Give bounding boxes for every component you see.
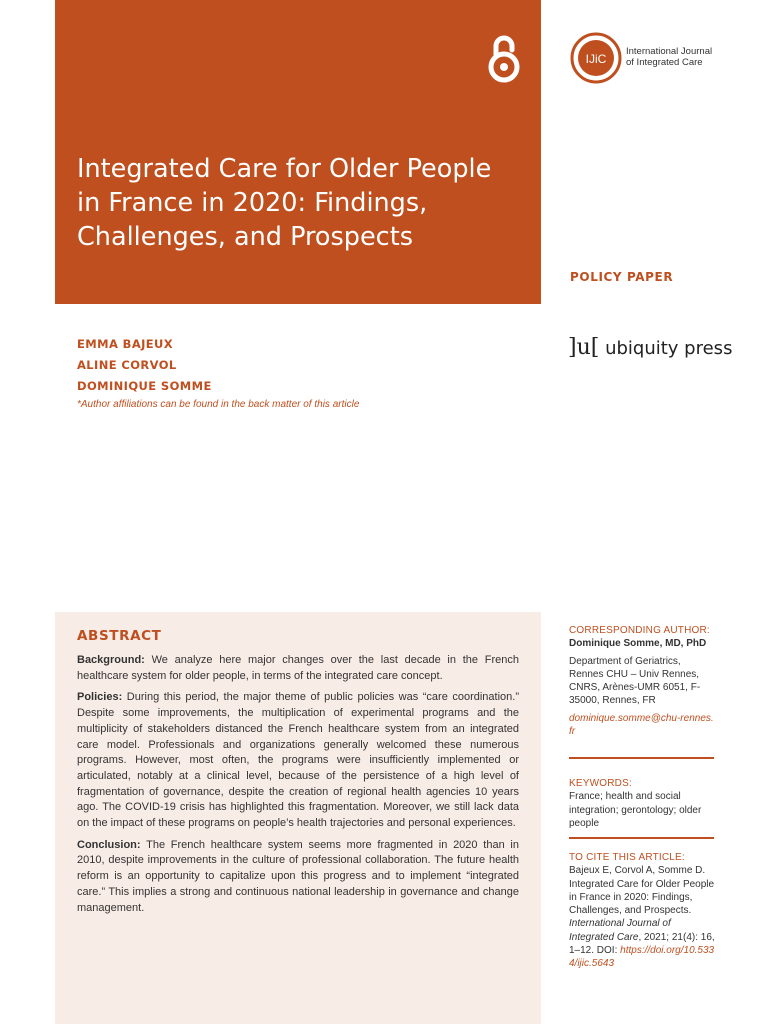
background-text: We analyze here major changes over the last decade in the French healthcare system for older people, in terms of the integrated care concept. (77, 654, 519, 682)
cite-journal: International Journal of Integrated Care (569, 918, 671, 943)
cite-details: , 2021; 21(4): 16, 1–12. DOI: (569, 931, 715, 957)
affiliation-note: *Author affiliations can be found in the back matter of this article (77, 399, 360, 410)
cite-label: TO CITE THIS ARTICLE: (569, 852, 685, 863)
abstract-heading: ABSTRACT (77, 628, 162, 644)
article-title: Integrated Care for Older People in France in 2020: Findings, Challenges, and Prospects (77, 154, 492, 252)
author-name: ALINE CORVOL (77, 358, 177, 372)
article-type: POLICY PAPER (570, 270, 674, 284)
corresponding-author-section (569, 624, 715, 738)
corresponding-label: CORRESPONDING AUTHOR: (569, 625, 710, 636)
background-label: Background: (77, 654, 145, 666)
publisher-logo (568, 335, 732, 360)
section-divider (569, 757, 714, 759)
policies-text: During this period, the major theme of public policies was “care coordination.” Despite some improvements, the multiplication of experimental programs and the multiplicity of stakeholders distanced the French healthcare system from an integrated care model. Professionals and organizations generally welcomed these numerous programs. However, most often, the programs were insufficiently implemented or articulated, notably at a clinical level, because of the persistence of a high level of fragmentation of governance, despite the creation of regional health agencies 10 years ago. The COVID-19 crisis has highlighted this fragmentation. Moreover, we still lack data on the impact of these programs on people’s health trajectories and personal experiences. (77, 691, 519, 830)
section-divider (569, 837, 714, 839)
journal-logo-mark: IJiC (585, 52, 607, 66)
open-access-icon (486, 32, 522, 84)
keywords-text: France; health and social integration; gerontology; older people (569, 791, 702, 829)
policies-label: Policies: (77, 691, 123, 704)
cite-text: Bajeux E, Corvol A, Somme D. Integrated Care for Older People in France in 2020: Findings, Challenges, and Prospects. (569, 865, 715, 917)
keywords-section (569, 777, 715, 830)
corresponding-email-link[interactable]: dominique.somme@chu-rennes.fr (569, 712, 714, 738)
author-list (77, 334, 359, 410)
doi-link[interactable]: https://doi.org/10.5334/ijic.5643 (569, 945, 715, 970)
abstract-body (77, 653, 519, 922)
abstract-policies (77, 690, 519, 831)
publisher-mark: ]u[ (568, 335, 600, 360)
conclusion-label: Conclusion: (77, 838, 141, 851)
corresponding-address: Department of Geriatrics, Rennes CHU – Univ Rennes, CNRS, Arènes-UMR 6051, F-35000, Rennes, FR (569, 655, 701, 707)
corresponding-name: Dominique Somme, MD, PhD (569, 638, 707, 650)
abstract-background (77, 653, 519, 684)
conclusion-text: The French healthcare system seems more fragmented in 2020 than in 2010, despite improvements in the culture of professional collaboration. The future health reform is an opportunity to capitalize upon this progress and to implement “integrated care.” This implies a strong and continuous national leadership in governance and change management. (77, 838, 519, 914)
abstract-conclusion (77, 838, 519, 917)
journal-name (626, 46, 712, 68)
author-name: EMMA BAJEUX (77, 337, 174, 351)
journal-name-line2: of Integrated Care (626, 57, 703, 68)
citation-section (569, 851, 715, 971)
publisher-name: ubiquity press (605, 338, 733, 359)
journal-name-line1: International Journal (626, 46, 713, 57)
keywords-label: KEYWORDS: (569, 778, 632, 789)
author-name: DOMINIQUE SOMME (77, 379, 212, 393)
cite-text-block (569, 864, 715, 970)
